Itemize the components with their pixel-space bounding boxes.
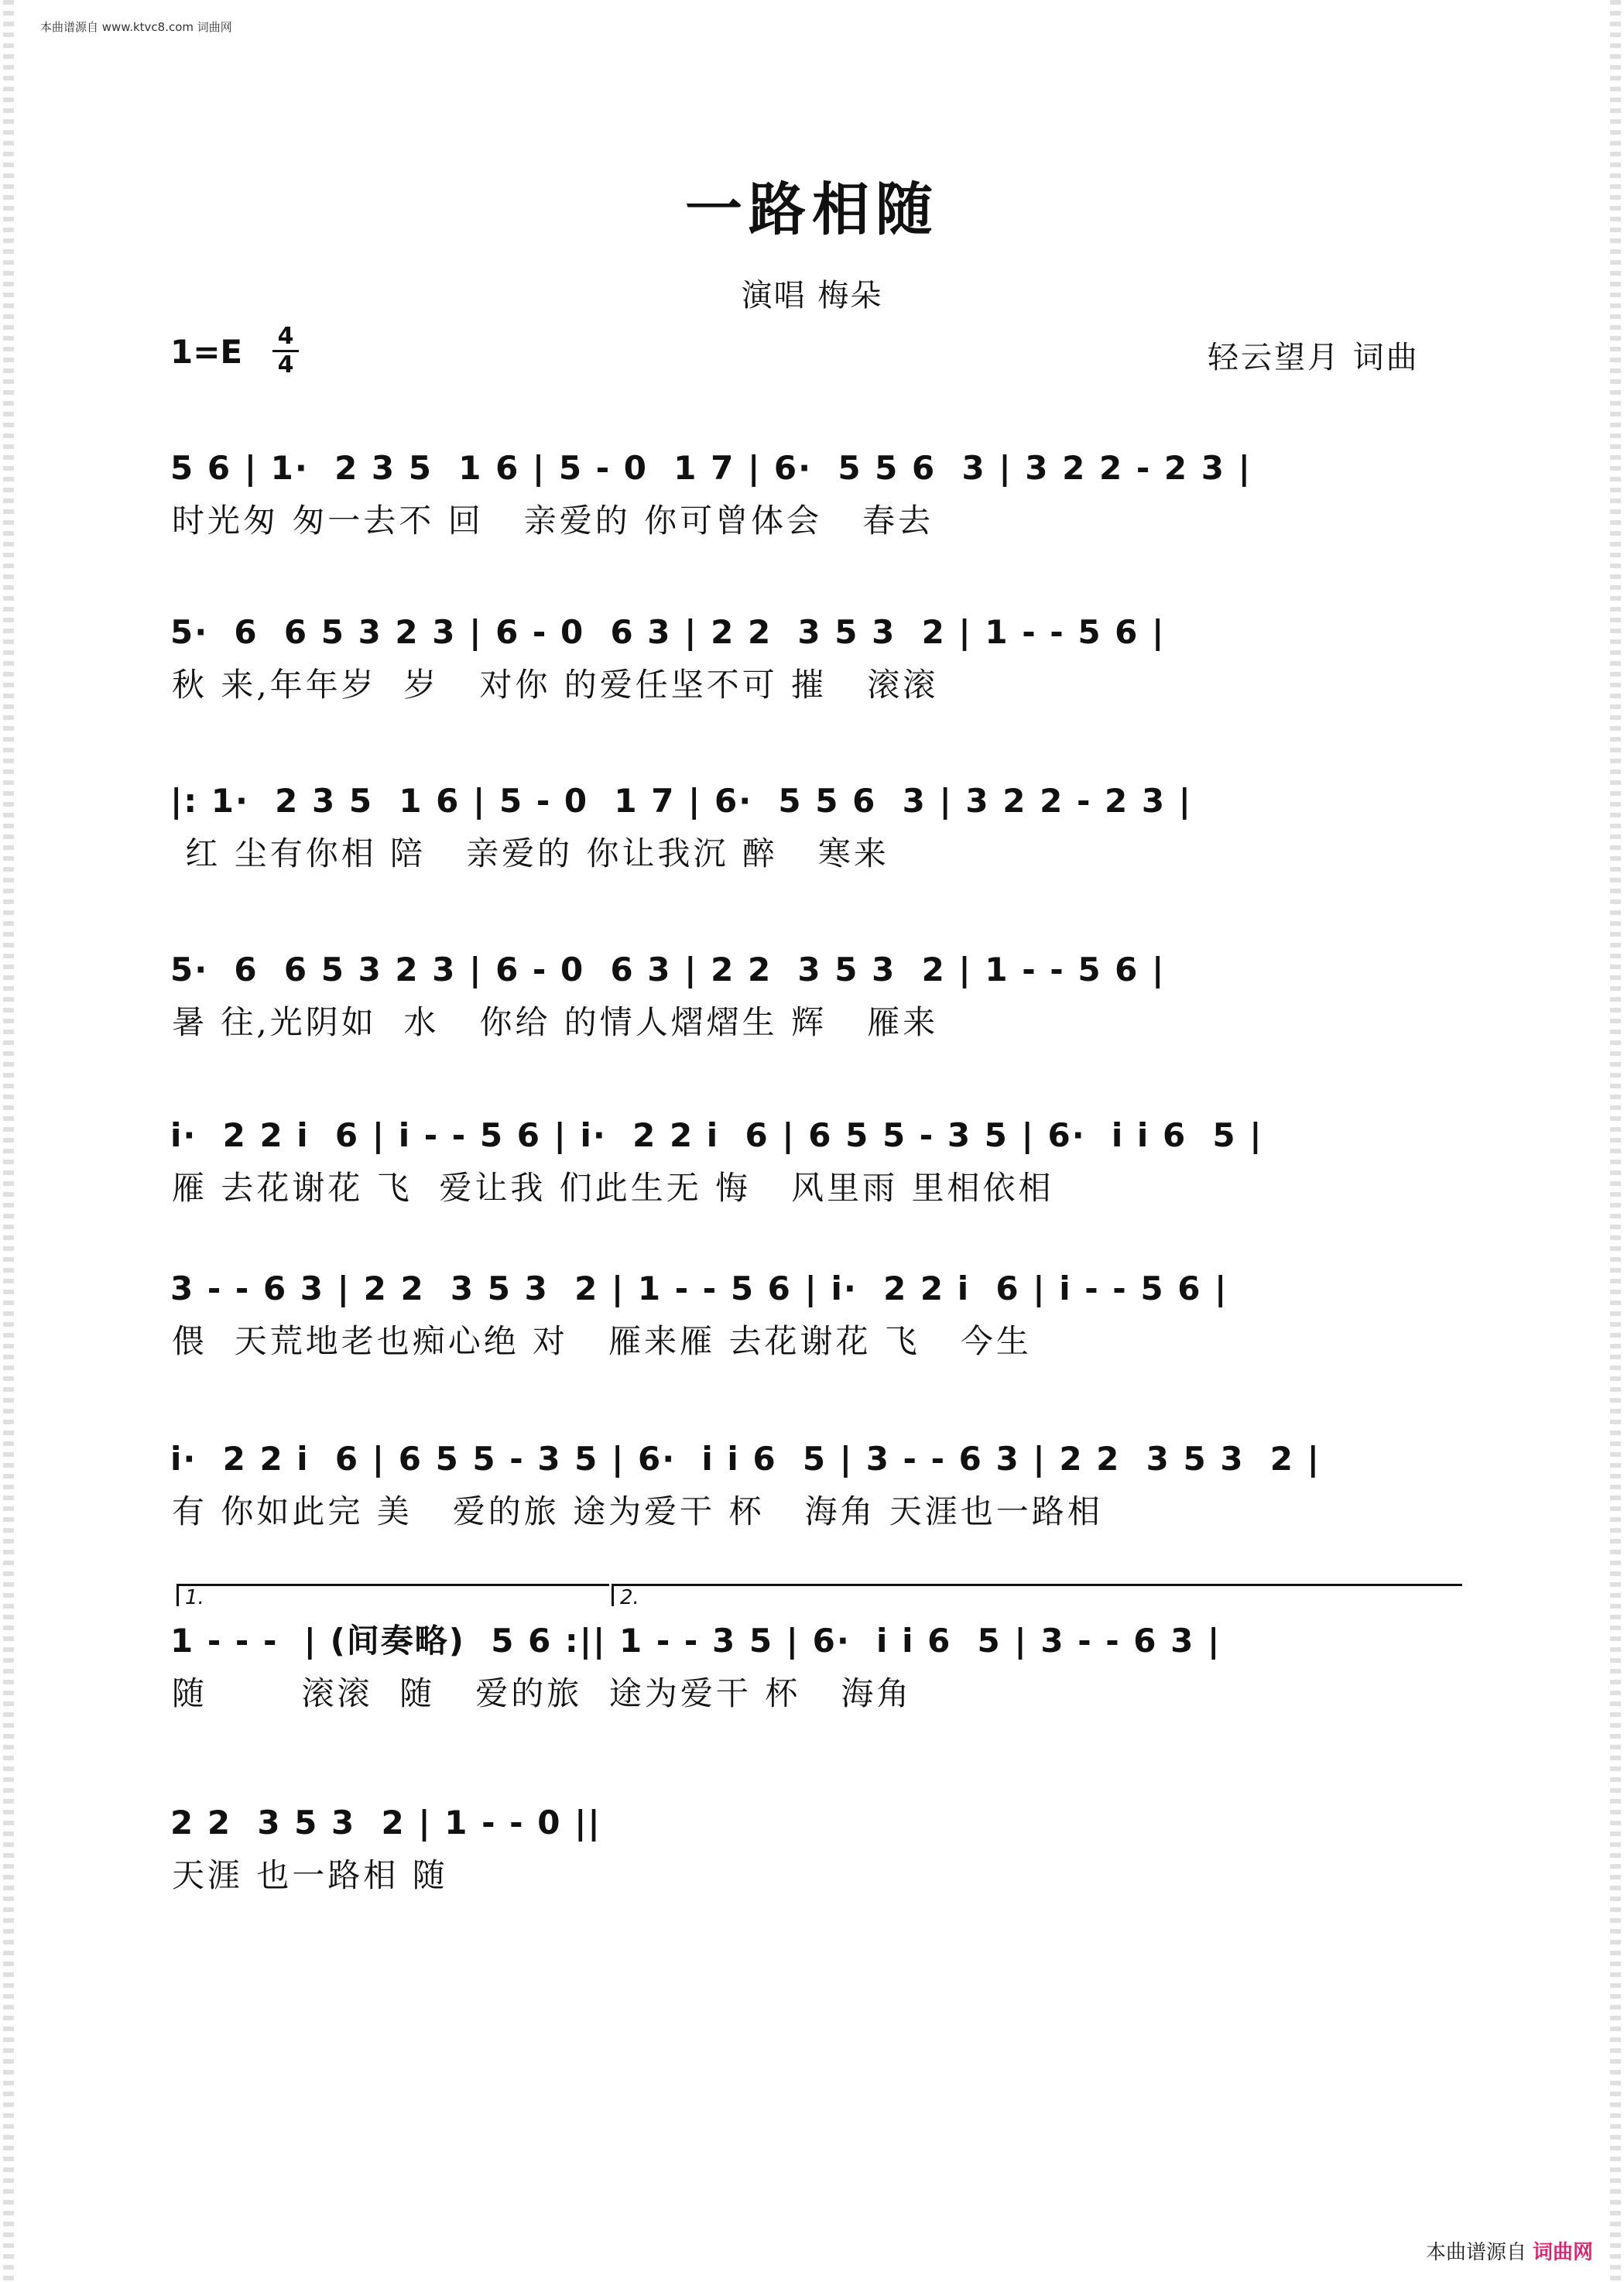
notation-line: |: 1· 2 3 5 1 6 | 5 - 0 1 7 | 6· 5 5 6 3 | 3 2 2 - 2 3 | — [170, 782, 1193, 820]
lyric-line: 雁 去花谢花 飞 爱让我 们此生无 悔 风里雨 里相依相 — [172, 1169, 1054, 1207]
lyric-line: 偎 天荒地老也痴心绝 对 雁来雁 去花谢花 飞 今生 — [172, 1322, 1032, 1360]
source-footer-text: 本曲谱源自 — [1425, 2241, 1526, 2264]
lyric-line: 随 滚滚 随 爱的旅 途为爱干 杯 海角 — [172, 1674, 913, 1712]
notation-line: 5· 6 6 5 3 2 3 | 6 - 0 6 3 | 2 2 3 5 3 2 | 1 - - 5 6 | — [170, 951, 1166, 989]
time-signature — [272, 325, 299, 377]
key-signature: 1=E — [170, 333, 243, 371]
notation-line: i· 2 2 i 6 | i - - 5 6 | i· 2 2 i 6 | 6 5 5 - 3 5 | 6· i i 6 5 | — [170, 1116, 1263, 1154]
lyric-line: 有 你如此完 美 爱的旅 途为爱干 杯 海角 天涯也一路相 — [172, 1492, 1103, 1530]
lyric-line: 暑 往,光阴如 水 你给 的情人熠熠生 辉 雁来 — [172, 1003, 939, 1041]
second-ending-bracket: 2. — [612, 1584, 1462, 1606]
singer-line: 演唱 梅朵 — [741, 278, 883, 314]
lyric-line: 红 尘有你相 陪 亲爱的 你让我沉 醉 寒来 — [172, 834, 889, 872]
notation-line: 1 - - - | (间奏略) 5 6 :|| 1 - - 3 5 | 6· i i 6 5 | 3 - - 6 3 | — [170, 1622, 1221, 1660]
time-sig-bottom: 4 — [277, 351, 294, 379]
right-watermark-strip — [1610, 0, 1621, 2282]
notation-line: i· 2 2 i 6 | 6 5 5 - 3 5 | 6· i i 6 5 | 3 - - 6 3 | 2 2 3 5 3 2 | — [170, 1440, 1321, 1478]
brand-logo-text: 词曲网 — [1532, 2241, 1593, 2264]
notation-line: 5 6 | 1· 2 3 5 1 6 | 5 - 0 1 7 | 6· 5 5 6 3 | 3 2 2 - 2 3 | — [170, 449, 1252, 487]
notation-line: 3 - - 6 3 | 2 2 3 5 3 2 | 1 - - 5 6 | i· 2 2 i 6 | i - - 5 6 | — [170, 1269, 1228, 1307]
song-title: 一路相随 — [685, 176, 939, 243]
source-header: 本曲谱源自 www.ktvc8.com 词曲网 — [40, 20, 232, 34]
notation-line: 5· 6 6 5 3 2 3 | 6 - 0 6 3 | 2 2 3 5 3 2 | 1 - - 5 6 | — [170, 613, 1166, 651]
left-watermark-strip — [3, 0, 14, 2282]
lyricist-composer: 轻云望月 词曲 — [1208, 340, 1420, 375]
source-footer — [1426, 2236, 1593, 2265]
time-sig-top: 4 — [277, 323, 294, 350]
first-ending-bracket: 1. — [176, 1584, 609, 1606]
lyric-line: 天涯 也一路相 随 — [172, 1856, 448, 1894]
notation-line: 2 2 3 5 3 2 | 1 - - 0 || — [170, 1804, 601, 1842]
lyric-line: 时光匆 匆一去不 回 亲爱的 你可曾体会 春去 — [172, 502, 934, 540]
lyric-line: 秋 来,年年岁 岁 对你 的爱任坚不可 摧 滚滚 — [172, 666, 939, 704]
